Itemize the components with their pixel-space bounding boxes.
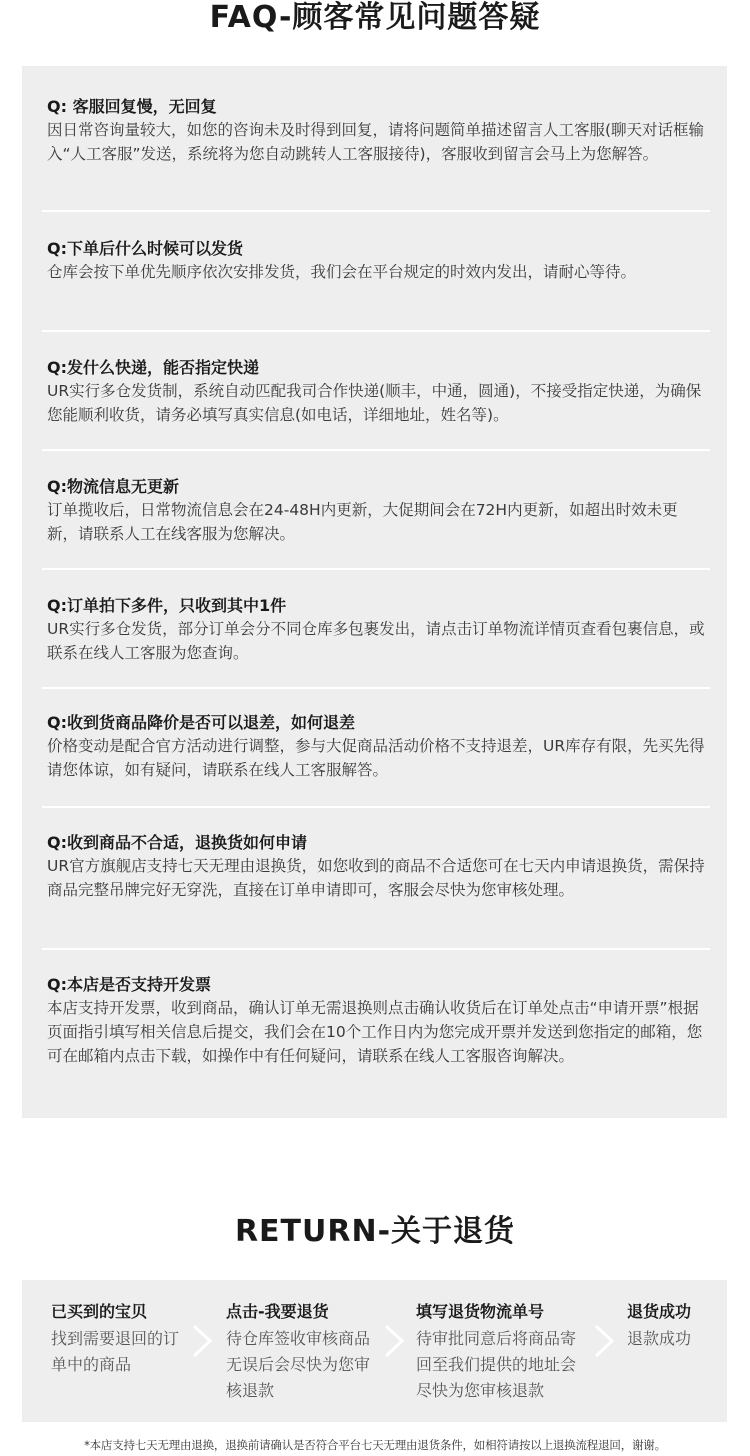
- step-title: 填写退货物流单号: [416, 1302, 545, 1321]
- faq-item: [47, 238, 707, 284]
- faq-item: [47, 595, 707, 665]
- faq-answer: UR官方旗舰店支持七天无理由退换货，如您收到的商品不合适您可在七天内申请退换货，需保持商品完整吊牌完好无穿洗，直接在订单申请即可，客服会尽快为您审核处理。: [47, 857, 705, 899]
- faq-panel: [22, 66, 727, 1118]
- faq-answer: UR实行多仓发货制，系统自动匹配我司合作快递(顺丰，中通，圆通)，不接受指定快递，为确保您能顺利收货，请务必填写真实信息(如电话，详细地址，姓名等)。: [47, 382, 702, 424]
- step-title: 退货成功: [627, 1302, 692, 1321]
- chevron-right-icon: [594, 1324, 616, 1358]
- faq-question: Q:订单拍下多件，只收到其中1件: [47, 596, 287, 615]
- faq-divider: [42, 948, 710, 950]
- faq-item: [47, 712, 707, 782]
- faq-divider: [42, 568, 710, 570]
- return-step: [226, 1300, 376, 1404]
- faq-question: Q:收到货商品降价是否可以退差，如何退差: [47, 713, 356, 732]
- return-steps-panel: [22, 1280, 727, 1422]
- return-step: [416, 1300, 591, 1404]
- faq-item: [47, 832, 707, 902]
- return-footnote: *本店支持七天无理由退换，退换前请确认是否符合平台七天无理由退货条件，如相符请按以上退换流程退回，谢谢。: [84, 1438, 666, 1452]
- step-description: 找到需要退回的订单中的商品: [51, 1329, 180, 1374]
- chevron-right-icon: [192, 1324, 214, 1358]
- faq-title: FAQ-顾客常见问题答疑: [209, 0, 541, 35]
- faq-question: Q:本店是否支持开发票: [47, 975, 212, 994]
- faq-answer: 仓库会按下单优先顺序依次安排发货，我们会在平台规定的时效内发出，请耐心等待。: [47, 263, 637, 281]
- faq-divider: [42, 806, 710, 808]
- step-description: 退款成功: [627, 1329, 692, 1348]
- faq-item: [47, 357, 707, 427]
- faq-item: [47, 96, 707, 166]
- faq-answer: 因日常咨询量较大，如您的咨询未及时得到回复，请将问题简单描述留言人工客服(聊天对话框输入“人工客服”发送，系统将为您自动跳转人工客服接待)，客服收到留言会马上为您解答。: [47, 121, 705, 163]
- faq-question: Q:物流信息无更新: [47, 477, 180, 496]
- faq-question: Q:收到商品不合适，退换货如何申请: [47, 833, 308, 852]
- faq-answer: UR实行多仓发货，部分订单会分不同仓库多包裹发出，请点击订单物流详情页查看包裹信息，或联系在线人工客服为您查询。: [47, 620, 705, 662]
- return-step: [51, 1300, 186, 1378]
- step-title: 已买到的宝贝: [51, 1302, 148, 1321]
- faq-divider: [42, 449, 710, 451]
- faq-answer: 价格变动是配合官方活动进行调整，参与大促商品活动价格不支持退差，UR库存有限，先买先得请您体谅，如有疑问，请联系在线人工客服解答。: [47, 737, 705, 779]
- faq-answer: 本店支持开发票，收到商品，确认订单无需退换则点击确认收货后在订单处点击“申请开票”根据页面指引填写相关信息后提交，我们会在10个工作日内为您完成开票并发送到您指定的邮箱，您可在邮箱内点击下载，如操作中有任何疑问，请联系在线人工客服咨询解决。: [47, 999, 703, 1065]
- return-step: [627, 1300, 717, 1352]
- faq-item: [47, 476, 707, 546]
- faq-divider: [42, 210, 710, 212]
- return-title: RETURN-关于退货: [234, 1214, 516, 1249]
- faq-divider: [42, 330, 710, 332]
- faq-question: Q:下单后什么时候可以发货: [47, 239, 244, 258]
- step-title: 点击-我要退货: [226, 1302, 329, 1321]
- chevron-right-icon: [384, 1324, 406, 1358]
- faq-question: Q: 客服回复慢，无回复: [47, 97, 217, 116]
- faq-divider: [42, 687, 710, 689]
- faq-question: Q:发什么快递，能否指定快递: [47, 358, 260, 377]
- step-description: 待审批同意后将商品寄回至我们提供的地址会尽快为您审核退款: [416, 1329, 577, 1400]
- faq-item: [47, 974, 707, 1068]
- step-description: 待仓库签收审核商品无误后会尽快为您审核退款: [226, 1329, 371, 1400]
- faq-answer: 订单揽收后，日常物流信息会在24-48H内更新，大促期间会在72H内更新，如超出时效未更新，请联系人工在线客服为您解决。: [47, 501, 678, 543]
